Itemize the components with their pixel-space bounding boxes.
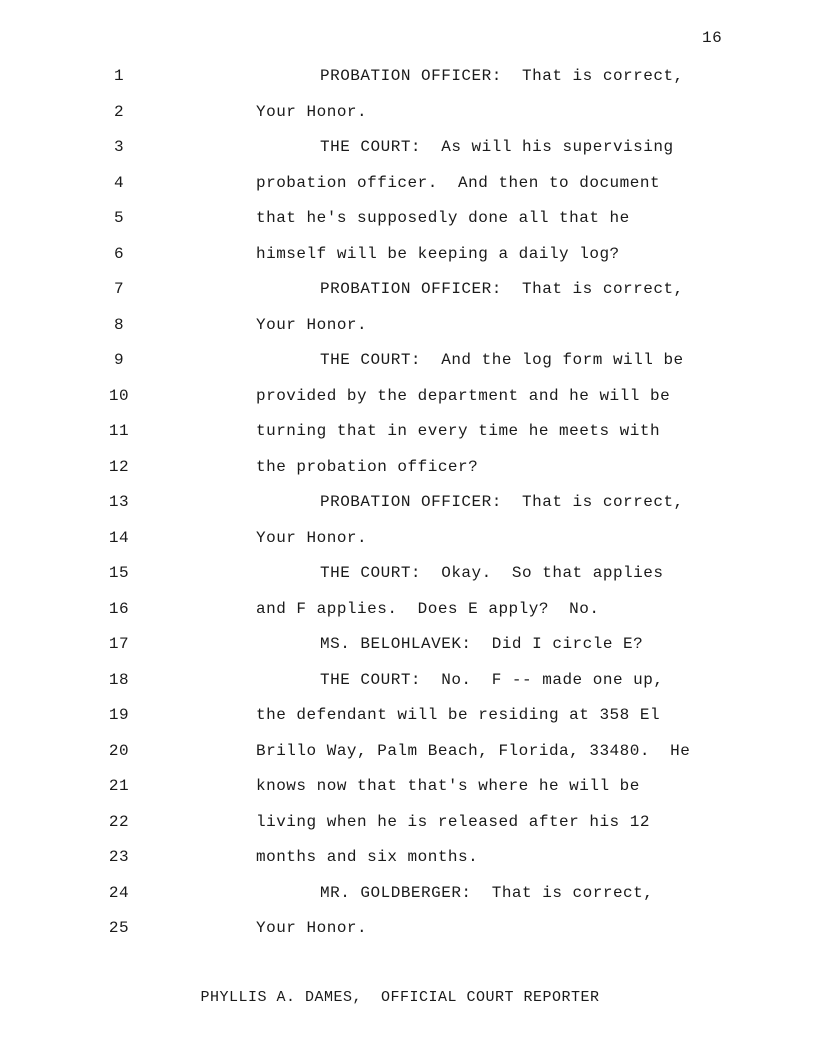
line-number: 1 bbox=[113, 67, 125, 85]
line-text: probation officer. And then to document bbox=[256, 173, 661, 192]
transcript-body bbox=[0, 64, 816, 952]
transcript-line bbox=[0, 384, 816, 420]
transcript-line bbox=[0, 64, 816, 100]
transcript-line bbox=[0, 668, 816, 704]
transcript-line bbox=[0, 845, 816, 881]
transcript-line bbox=[0, 739, 816, 775]
line-number: 14 bbox=[108, 528, 130, 547]
line-number: 11 bbox=[108, 422, 130, 440]
line-number: 16 bbox=[108, 599, 130, 618]
transcript-line bbox=[0, 277, 816, 313]
line-text: that he's supposedly done all that he bbox=[256, 209, 630, 227]
transcript-line bbox=[0, 881, 816, 917]
line-number: 20 bbox=[108, 741, 130, 760]
transcript-line bbox=[0, 916, 816, 952]
transcript-line bbox=[0, 632, 816, 668]
line-text: himself will be keeping a daily log? bbox=[256, 244, 620, 263]
line-number: 21 bbox=[108, 777, 130, 795]
line-number: 10 bbox=[108, 386, 130, 405]
line-number: 3 bbox=[113, 138, 125, 156]
transcript-line bbox=[0, 490, 816, 526]
transcript-line bbox=[0, 171, 816, 207]
line-number: 4 bbox=[113, 173, 125, 192]
line-number: 12 bbox=[108, 457, 130, 476]
line-number: 25 bbox=[108, 919, 130, 937]
line-number: 17 bbox=[108, 635, 130, 653]
transcript-line bbox=[0, 703, 816, 739]
line-number: 5 bbox=[113, 209, 125, 227]
line-text: Your Honor. bbox=[256, 102, 368, 121]
line-text: PROBATION OFFICER: That is correct, bbox=[320, 280, 684, 298]
line-text: the defendant will be residing at 358 El bbox=[256, 706, 661, 724]
line-text: Your Honor. bbox=[256, 315, 368, 334]
transcript-line bbox=[0, 526, 816, 562]
line-text: months and six months. bbox=[256, 848, 479, 866]
transcript-line bbox=[0, 810, 816, 846]
line-text: Your Honor. bbox=[256, 528, 368, 547]
line-number: 13 bbox=[108, 493, 130, 511]
line-number: 2 bbox=[113, 102, 125, 121]
transcript-line bbox=[0, 313, 816, 349]
line-text: Brillo Way, Palm Beach, Florida, 33480. He bbox=[256, 741, 691, 760]
line-text: and F applies. Does E apply? No. bbox=[256, 599, 600, 618]
line-number: 23 bbox=[108, 848, 130, 866]
line-text: PROBATION OFFICER: That is correct, bbox=[320, 493, 684, 511]
line-text: Your Honor. bbox=[256, 919, 368, 937]
transcript-line bbox=[0, 561, 816, 597]
transcript-line bbox=[0, 774, 816, 810]
transcript-line bbox=[0, 348, 816, 384]
line-number: 22 bbox=[108, 812, 130, 831]
transcript-line bbox=[0, 242, 816, 278]
line-text: THE COURT: No. F -- made one up, bbox=[320, 670, 664, 689]
line-text: PROBATION OFFICER: That is correct, bbox=[320, 67, 684, 85]
transcript-line bbox=[0, 206, 816, 242]
line-number: 24 bbox=[108, 883, 130, 902]
transcript-line bbox=[0, 455, 816, 491]
court-reporter-footer: PHYLLIS A. DAMES, OFFICIAL COURT REPORTER bbox=[200, 989, 600, 1006]
transcript-line bbox=[0, 597, 816, 633]
transcript-line bbox=[0, 135, 816, 171]
line-number: 15 bbox=[108, 564, 130, 582]
line-number: 6 bbox=[113, 244, 125, 263]
line-text: the probation officer? bbox=[256, 457, 479, 476]
transcript-line bbox=[0, 419, 816, 455]
line-text: provided by the department and he will be bbox=[256, 386, 671, 405]
line-text: THE COURT: As will his supervising bbox=[320, 138, 674, 156]
page-number: 16 bbox=[702, 29, 723, 47]
line-text: THE COURT: And the log form will be bbox=[320, 351, 684, 369]
line-text: knows now that that's where he will be bbox=[256, 777, 640, 795]
line-number: 18 bbox=[108, 670, 130, 689]
transcript-line bbox=[0, 100, 816, 136]
line-text: living when he is released after his 12 bbox=[256, 812, 650, 831]
line-text: MR. GOLDBERGER: That is correct, bbox=[320, 883, 654, 902]
line-number: 9 bbox=[113, 351, 125, 369]
line-text: MS. BELOHLAVEK: Did I circle E? bbox=[320, 635, 644, 653]
line-text: THE COURT: Okay. So that applies bbox=[320, 564, 664, 582]
line-text: turning that in every time he meets with bbox=[256, 422, 661, 440]
line-number: 19 bbox=[108, 706, 130, 724]
line-number: 8 bbox=[113, 315, 125, 334]
line-number: 7 bbox=[113, 280, 125, 298]
